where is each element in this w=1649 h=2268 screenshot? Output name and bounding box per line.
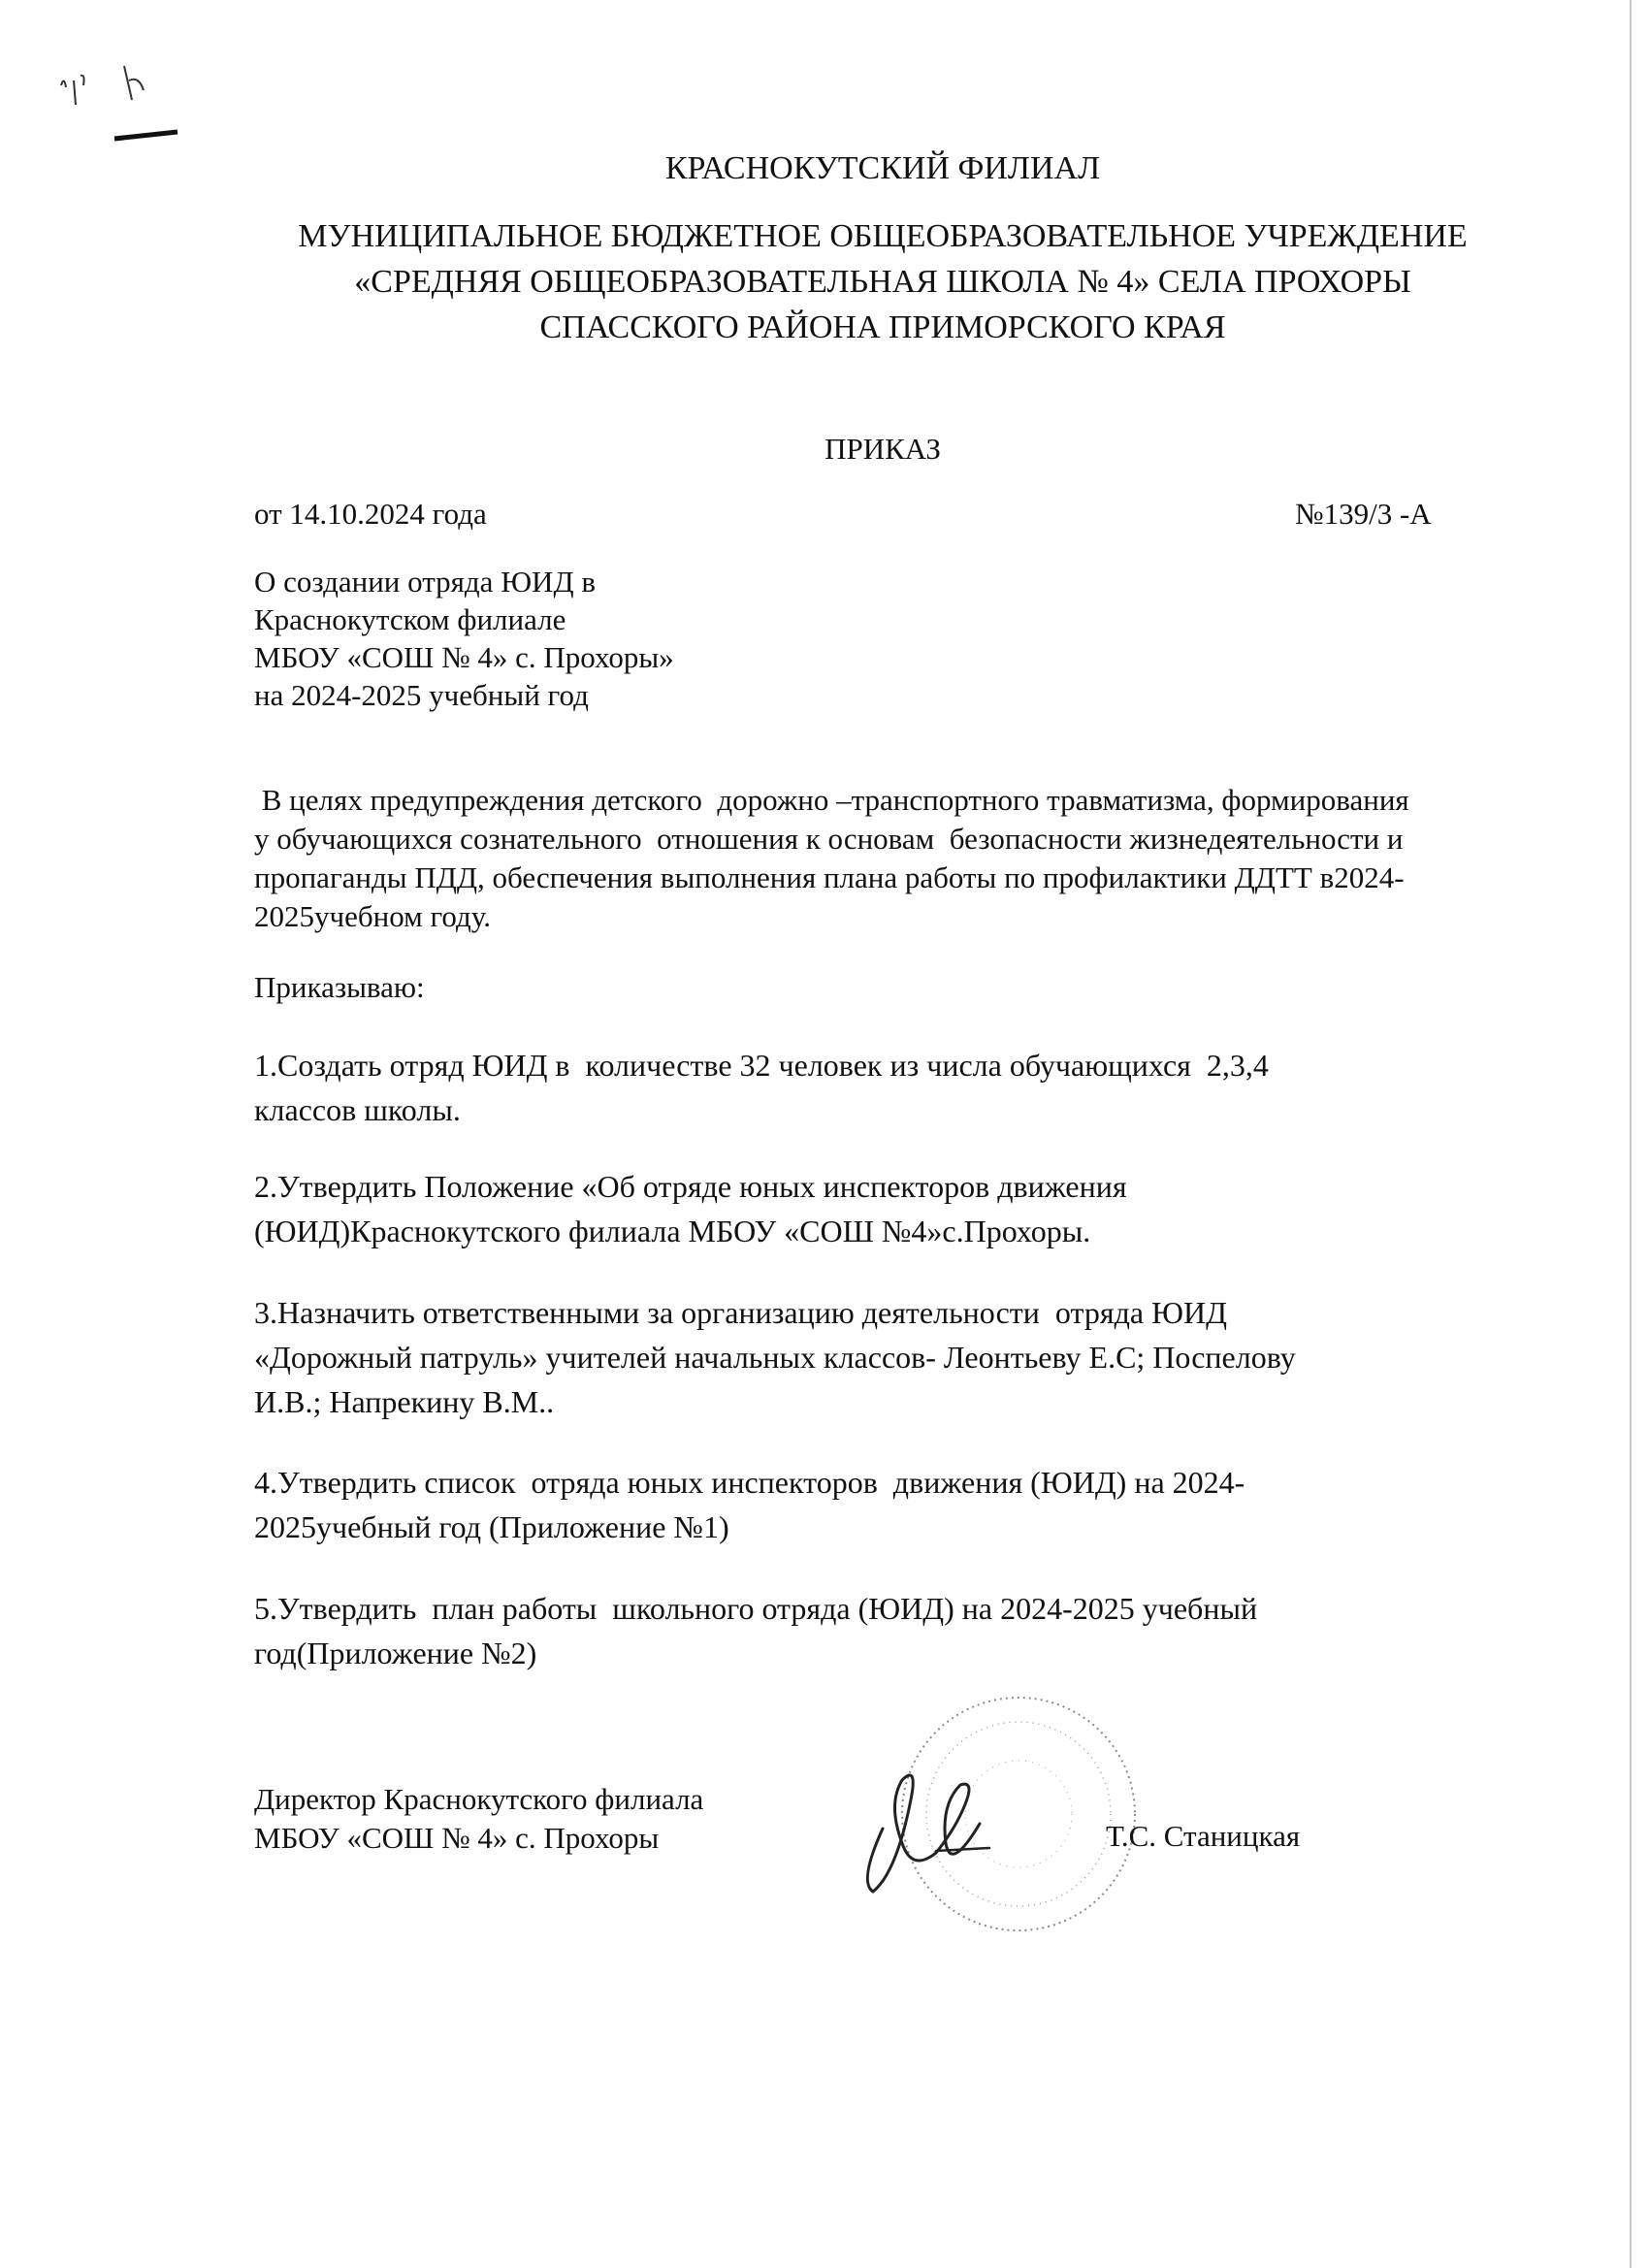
order-title: ПРИКАЗ [824, 432, 941, 466]
order-date: от 14.10.2024 года [254, 497, 487, 531]
subject-line: Краснокутском филиале [254, 602, 566, 636]
order-item-2 [254, 1164, 1515, 1253]
subject-line: О создании отряда ЮИД в [254, 565, 596, 599]
item-line: 2025учебный год (Приложение №1) [254, 1509, 729, 1544]
item-line: классов школы. [254, 1092, 461, 1127]
order-item-1 [254, 1043, 1515, 1132]
order-subject [254, 563, 674, 714]
order-directive: Приказываю: [254, 970, 425, 1004]
preamble-line: 2025учебном году. [254, 899, 491, 933]
item-line: И.В.; Напрекину В.М.. [254, 1384, 555, 1419]
item-line: 3.Назначить ответственными за организацию деятельности отряда ЮИД [254, 1295, 1227, 1330]
item-line: 4.Утвердить список отряда юных инспекторов движения (ЮИД) на 2024- [254, 1465, 1245, 1500]
institution-line: «СРЕДНЯЯ ОБЩЕОБРАЗОВАТЕЛЬНАЯ ШКОЛА № 4» СЕЛА ПРОХОРЫ [354, 264, 1411, 300]
item-line: «Дорожный патруль» учителей начальных классов- Леонтьеву Е.С; Поспелову [254, 1340, 1296, 1375]
institution-line: МУНИЦИПАЛЬНОЕ БЮДЖЕТНОЕ ОБЩЕОБРАЗОВАТЕЛЬНОЕ УЧРЕЖДЕНИЕ [298, 218, 1468, 254]
preamble-line: у обучающихся сознательного отношения к основам безопасности жизнедеятельности и [254, 822, 1404, 856]
preamble-paragraph [254, 781, 1515, 936]
item-line: год(Приложение №2) [254, 1636, 537, 1670]
order-number: №139/3 -А [1295, 497, 1432, 531]
institution-line: СПАССКОГО РАЙОНА ПРИМОРСКОГО КРАЯ [539, 309, 1226, 345]
order-item-4 [254, 1460, 1515, 1549]
item-line: 5.Утвердить план работы школьного отряда (ЮИД) на 2024-2025 учебный [254, 1591, 1258, 1626]
item-line: (ЮИД)Краснокутского филиала МБОУ «СОШ №4»с.Прохоры. [254, 1214, 1091, 1248]
order-item-5 [254, 1586, 1515, 1675]
item-line: 1.Создать отряд ЮИД в количестве 32 человек из числа обучающихся 2,3,4 [254, 1048, 1269, 1083]
signer-position [254, 1780, 703, 1858]
handwritten-signature [844, 1736, 1038, 1901]
signer-position-line: МБОУ «СОШ № 4» с. Прохоры [254, 1821, 660, 1855]
item-line: 2.Утвердить Положение «Об отряде юных инспекторов движения [254, 1169, 1127, 1204]
branch-title: КРАСНОКУТСКИЙ ФИЛИАЛ [664, 150, 1101, 186]
signer-name: Т.С. Станицкая [1106, 1819, 1301, 1853]
preamble-line: пропаганды ПДД, обеспечения выполнения плана работы по профилактики ДДТТ в2024- [254, 860, 1405, 894]
scan-edge-line [1630, 0, 1632, 2268]
order-item-3 [254, 1290, 1515, 1424]
signer-position-line: Директор Краснокутского филиала [254, 1782, 704, 1816]
subject-line: на 2024-2025 учебный год [254, 678, 589, 712]
institution-name [175, 213, 1591, 350]
preamble-line: В целях предупреждения детского дорожно –транспортного травматизма, формирования [254, 783, 1409, 817]
subject-line: МБОУ «СОШ № 4» с. Прохоры» [254, 640, 674, 674]
handwritten-corner-marks [56, 47, 182, 153]
